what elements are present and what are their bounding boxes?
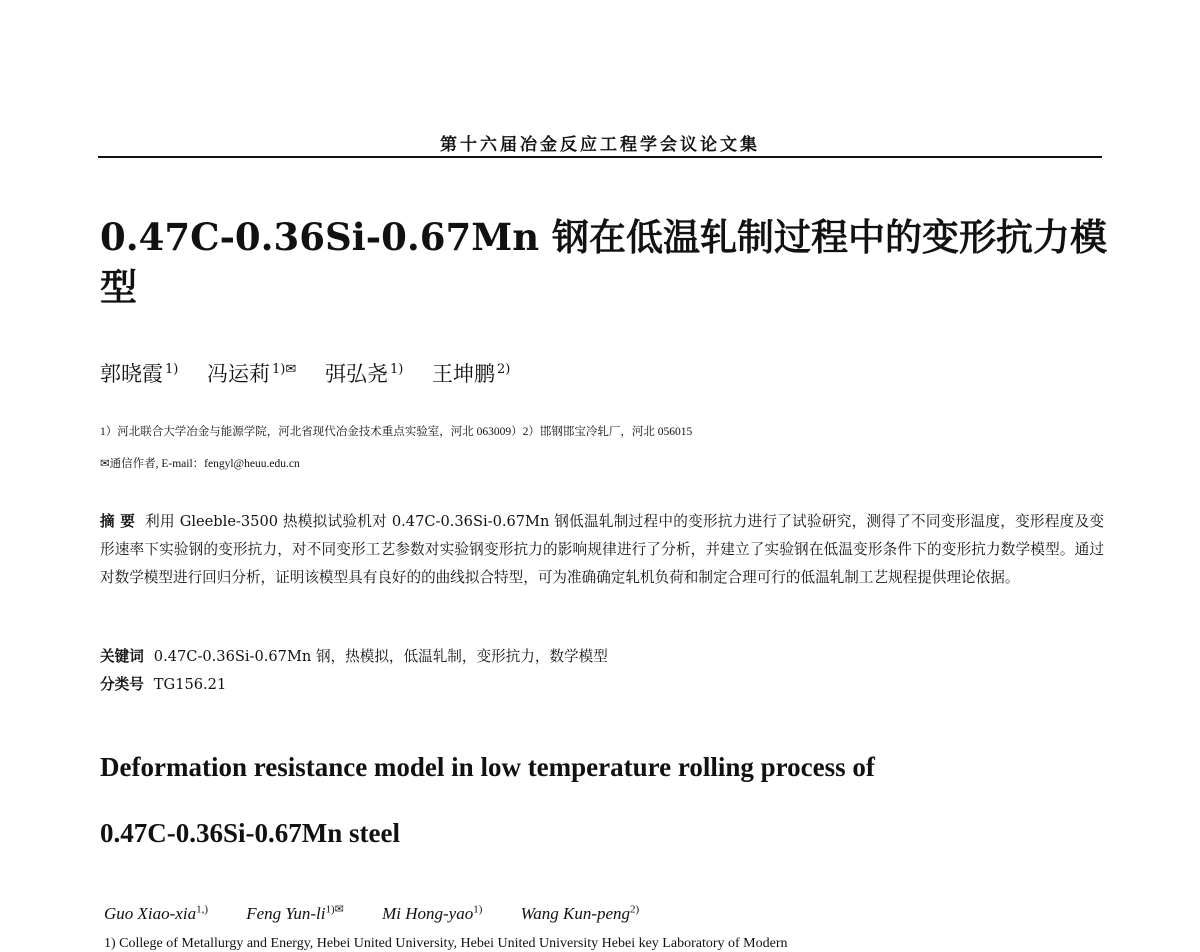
classification-text: TG156.21 bbox=[153, 676, 227, 693]
author-affiliation-mark: 1) bbox=[389, 362, 404, 377]
classification-label: 分类号 bbox=[100, 676, 144, 693]
abstract bbox=[100, 508, 1104, 592]
english-author-name: Feng Yun-li bbox=[246, 903, 326, 923]
english-affiliation: 1) College of Metallurgy and Energy, Hebei United University, Hebei United University Hebei key Laboratory of Modern bbox=[104, 936, 788, 951]
author-name: 弭弘尧 bbox=[324, 362, 388, 386]
english-author bbox=[104, 904, 208, 923]
author-affiliation-mark: 2) bbox=[497, 362, 511, 377]
author-affiliation-mark: 1)✉ bbox=[272, 362, 297, 377]
author bbox=[100, 362, 178, 386]
english-author-list bbox=[104, 902, 673, 924]
keywords bbox=[100, 645, 608, 666]
english-author bbox=[246, 904, 344, 923]
author bbox=[432, 362, 510, 386]
abstract-text: 利用 Gleeble-3500 热模拟试验机对 0.47C-0.36Si-0.67Mn 钢低温轧制过程中的变形抗力进行了试验研究，测得了不同变形温度，变形程度及变形速率下实验钢的变形抗力，对不同变形工艺参数对实验钢变形抗力的影响规律进行了分析，并建立了实验钢在低温变形条件下的变形抗力数学模型。通过对数学模型进行回归分析，证明该模型具有良好的的曲线拟合特型，可为准确确定轧机负荷和制定合理可行的低温轧制工艺规程提供理论依据。 bbox=[100, 513, 1104, 586]
affiliation: 1）河北联合大学冶金与能源学院，河北省现代冶金技术重点实验室，河北 063009）2）邯钢邯宝冷轧厂，河北 056015 bbox=[100, 426, 693, 438]
keywords-text: 0.47C-0.36Si-0.67Mn 钢，热模拟，低温轧制，变形抗力，数学模型 bbox=[153, 648, 608, 665]
author bbox=[325, 362, 403, 386]
english-author bbox=[382, 904, 482, 923]
english-author-name: Mi Hong-yao bbox=[382, 903, 474, 923]
keywords-label: 关键词 bbox=[100, 648, 144, 665]
paper-title: 0.47C-0.36Si-0.67Mn 钢在低温轧制过程中的变形抗力模型 bbox=[100, 215, 1108, 309]
english-author-mark: 1,) bbox=[196, 903, 208, 915]
english-author-mark: 1)✉ bbox=[325, 903, 344, 915]
author-affiliation-mark: 1) bbox=[165, 362, 179, 377]
author-name: 郭晓霞 bbox=[100, 362, 163, 386]
english-author bbox=[521, 904, 640, 923]
abstract-label: 摘 要 bbox=[100, 513, 136, 530]
english-author-mark: 2) bbox=[630, 903, 640, 915]
author bbox=[207, 362, 296, 386]
author-list bbox=[100, 358, 532, 388]
classification bbox=[100, 673, 226, 694]
english-author-name: Wang Kun-peng bbox=[520, 903, 631, 923]
english-title-line-1: Deformation resistance model in low temperature rolling process of bbox=[100, 752, 875, 782]
english-title-line-2: 0.47C-0.36Si-0.67Mn steel bbox=[100, 818, 400, 848]
correspondence: ✉通信作者, E-mail：fengyl@heuu.edu.cn bbox=[100, 458, 300, 470]
author-name: 王坤鹏 bbox=[432, 362, 495, 386]
author-name: 冯运莉 bbox=[207, 362, 271, 386]
english-author-mark: 1) bbox=[473, 903, 483, 915]
english-author-name: Guo Xiao-xia bbox=[104, 903, 197, 923]
proceedings-header: 第十六届冶金反应工程学会议论文集 bbox=[98, 130, 1102, 158]
